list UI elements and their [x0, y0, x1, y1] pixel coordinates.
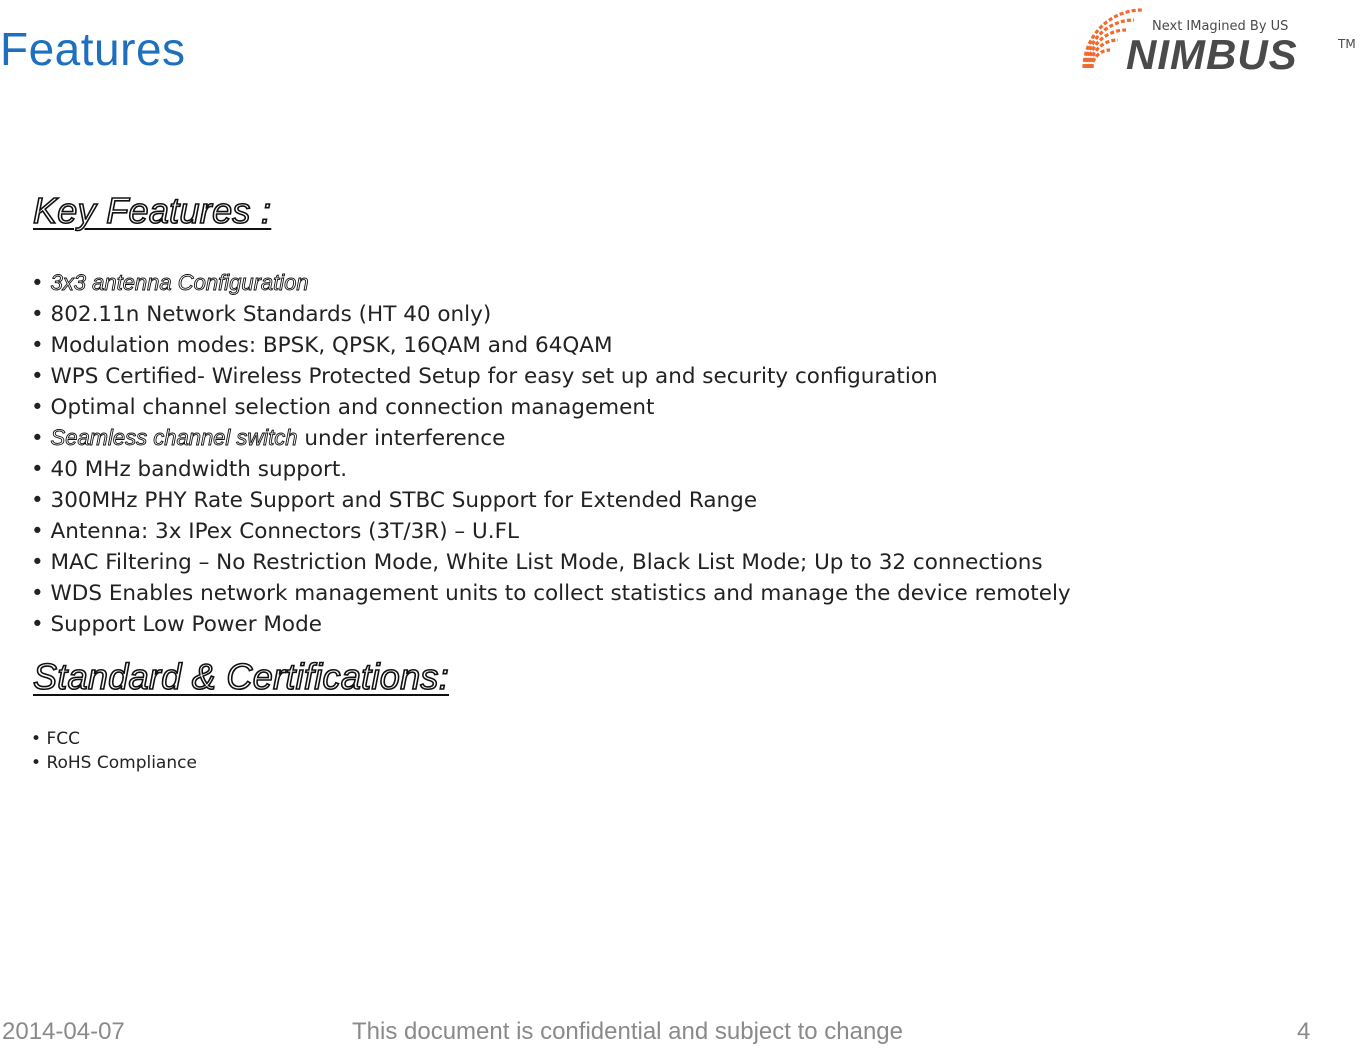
- key-features-heading: Key Features :: [33, 190, 272, 231]
- bullet: •: [31, 271, 51, 296]
- footer-page-number: 4: [1297, 1018, 1311, 1045]
- feature-text: Optimal channel selection and connection management: [50, 395, 655, 420]
- key-features-list: [31, 268, 1071, 640]
- logo-brand: NIMBUS: [1126, 31, 1298, 74]
- standard-text: FCC: [46, 729, 80, 749]
- feature-text: 300MHz PHY Rate Support and STBC Support for Extended Range: [50, 488, 758, 513]
- feature-text: under interference: [297, 426, 506, 451]
- page-title: Features: [0, 23, 186, 75]
- list-item: [31, 547, 1071, 578]
- list-item: [31, 609, 1071, 640]
- feature-text: Modulation modes: BPSK, QPSK, 16QAM and 64QAM: [50, 333, 613, 358]
- list-item: [31, 299, 1071, 330]
- bullet: •: [31, 395, 51, 420]
- list-item: [31, 727, 197, 751]
- logo-tagline: Next IMagined By US: [1152, 19, 1289, 34]
- nimbus-logo: [1080, 2, 1362, 74]
- bullet: •: [31, 488, 51, 513]
- bullet: •: [31, 333, 51, 358]
- bullet: •: [31, 519, 51, 544]
- footer-date: 2014-04-07: [2, 1018, 125, 1045]
- bullet: •: [31, 302, 51, 327]
- list-item: [31, 454, 1071, 485]
- feature-text: 40 MHz bandwidth support.: [50, 457, 348, 482]
- list-item: [31, 485, 1071, 516]
- feature-text: WPS Certified- Wireless Protected Setup for easy set up and security configuration: [50, 364, 938, 389]
- list-item: [31, 578, 1071, 609]
- bullet: •: [31, 729, 47, 749]
- feature-text: WDS Enables network management units to collect statistics and manage the device remotely: [50, 581, 1071, 606]
- bullet: •: [31, 753, 47, 773]
- list-item: [31, 330, 1071, 361]
- feature-emphasis: 3x3 antenna Configuration: [50, 270, 309, 295]
- list-item: [31, 423, 1071, 454]
- list-item: [31, 516, 1071, 547]
- standards-list: [31, 727, 197, 775]
- feature-text: Antenna: 3x IPex Connectors (3T/3R) – U.FL: [50, 519, 519, 544]
- feature-text: Support Low Power Mode: [50, 612, 322, 637]
- standard-text: RoHS Compliance: [46, 753, 197, 773]
- logo-trademark: TM: [1338, 37, 1356, 51]
- bullet: •: [31, 550, 51, 575]
- list-item: [31, 361, 1071, 392]
- feature-text: MAC Filtering – No Restriction Mode, White List Mode, Black List Mode; Up to 32 connections: [50, 550, 1043, 575]
- feature-emphasis: Seamless channel switch: [50, 425, 298, 450]
- bullet: •: [31, 581, 51, 606]
- list-item: [31, 268, 1071, 299]
- bullet: •: [31, 364, 51, 389]
- feature-text: 802.11n Network Standards (HT 40 only): [50, 302, 492, 327]
- bullet: •: [31, 426, 51, 451]
- bullet: •: [31, 612, 51, 637]
- bullet: •: [31, 457, 51, 482]
- list-item: [31, 751, 197, 775]
- standards-heading: Standard & Certifications:: [33, 656, 449, 697]
- list-item: [31, 392, 1071, 423]
- footer-notice: This document is confidential and subject to change: [352, 1018, 904, 1045]
